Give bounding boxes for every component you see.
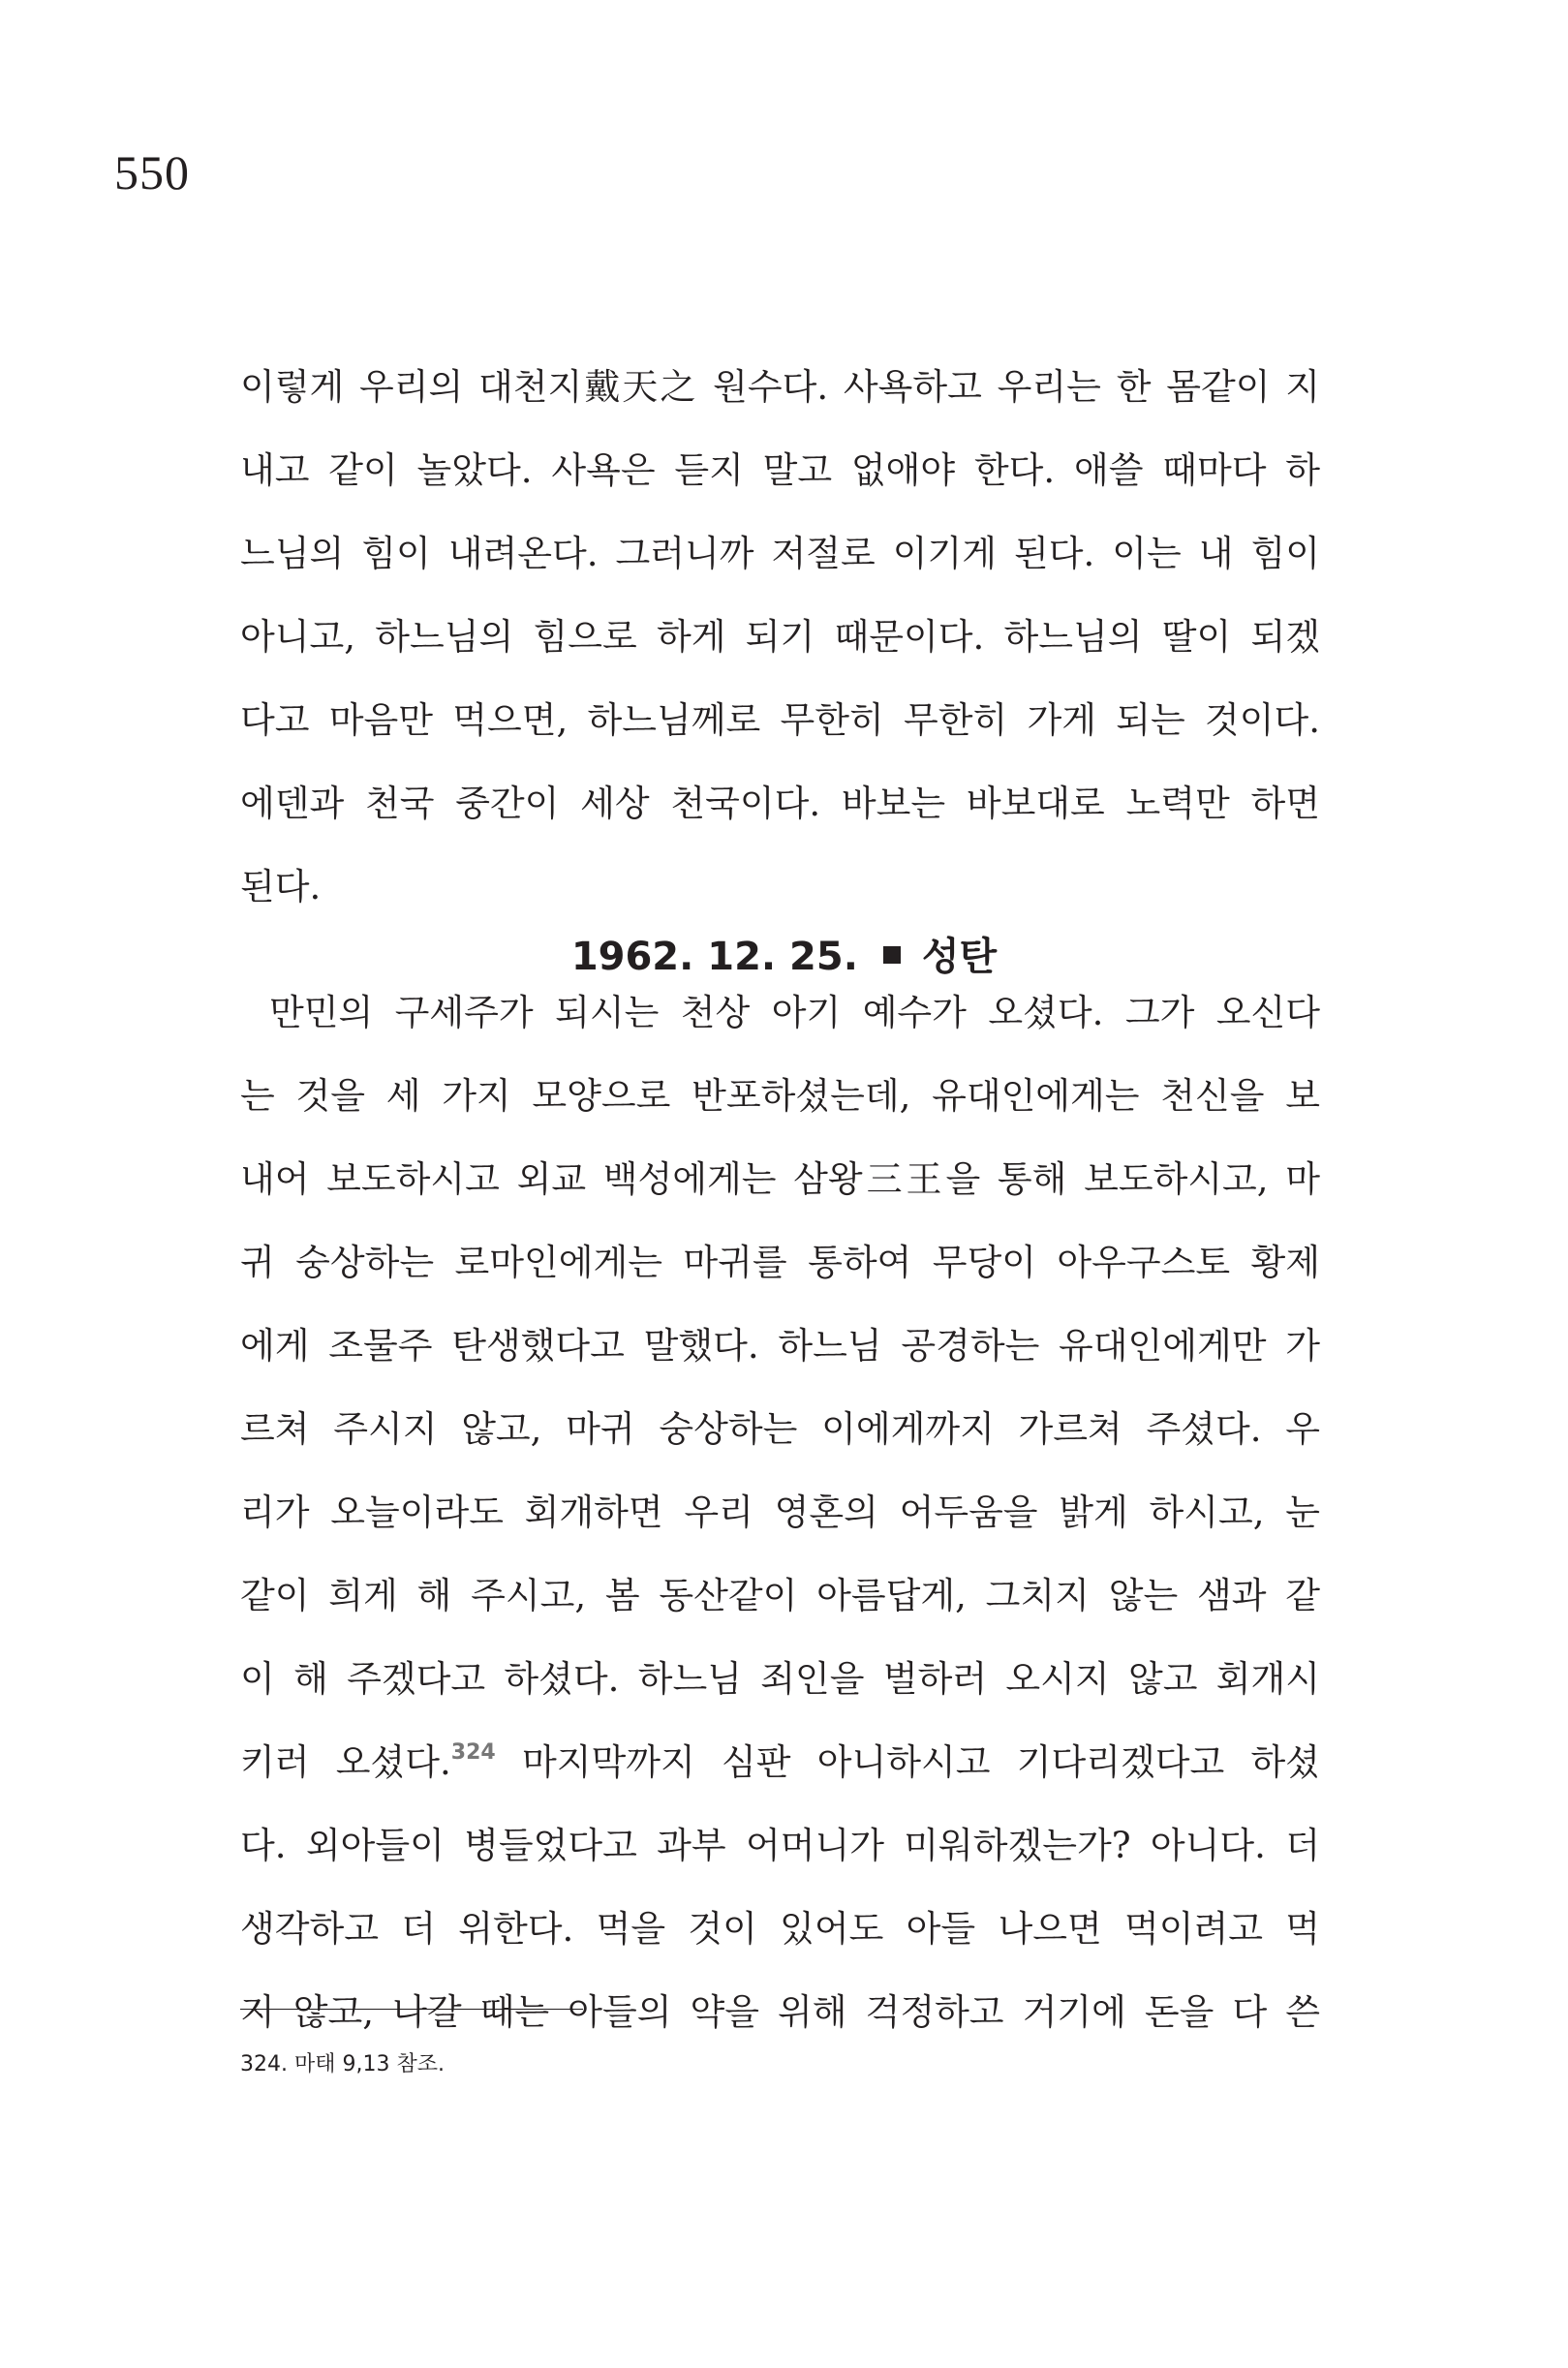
- text-line: 귀 숭상하는 로마인에게는 마귀를 통하여 무당이 아우구스토 황제: [240, 1242, 1320, 1283]
- text-line: 내어 보도하시고 외교 백성에게는 삼왕三王을 통해 보도하시고, 마: [240, 1158, 1320, 1200]
- text-line: 이 해 주겠다고 하셨다. 하느님 죄인을 벌하러 오시지 않고 회개시: [240, 1658, 1320, 1700]
- text-line: 에덴과 천국 중간이 세상 천국이다. 바보는 바보대로 노력만 하면: [240, 783, 1320, 824]
- page-number: 550: [114, 145, 190, 200]
- text-line: 아니고, 하느님의 힘으로 하게 되기 때문이다. 하느님의 딸이 되겠: [240, 616, 1320, 658]
- text-line: 다고 마음만 먹으면, 하느님께로 무한히 무한히 가게 되는 것이다.: [240, 699, 1320, 741]
- text-line: 만민의 구세주가 되시는 천상 아기 예수가 오셨다. 그가 오신다: [269, 992, 1320, 1033]
- square-bullet-icon: [883, 946, 901, 964]
- text-line: 에게 조물주 탄생했다고 말했다. 하느님 공경하는 유대인에게만 가: [240, 1325, 1320, 1367]
- text-segment: 마지막까지 심판 아니하시고 기다리겠다고 하셨: [495, 1741, 1320, 1783]
- entry-paragraph: [240, 971, 1320, 2054]
- text-line: 지 않고, 나갈 때는 아들의 약을 위해 걱정하고 거기에 돈을 다 쓴: [240, 1991, 1320, 2033]
- text-line: 된다.: [240, 866, 322, 907]
- text-line: 는 것을 세 가지 모양으로 반포하셨는데, 유대인에게는 천신을 보: [240, 1075, 1320, 1117]
- footnote: 324. 마태 9,13 참조.: [240, 2052, 445, 2076]
- text-line: 느님의 힘이 내려온다. 그러니까 저절로 이기게 된다. 이는 내 힘이: [240, 533, 1320, 574]
- text-line: 리가 오늘이라도 회개하면 우리 영혼의 어두움을 밝게 하시고, 눈: [240, 1492, 1320, 1533]
- text-line: 내고 같이 놀았다. 사욕은 듣지 말고 없애야 한다. 애쓸 때마다 하: [240, 449, 1320, 491]
- text-line: 같이 희게 해 주시고, 봄 동산같이 아름답게, 그치지 않는 샘과 같: [240, 1575, 1320, 1616]
- entry-title: 성탄: [921, 935, 998, 979]
- footnote-divider: [240, 2009, 583, 2010]
- footnote-reference: 324: [450, 1740, 496, 1765]
- text-line-with-footnote: [240, 1721, 1320, 1804]
- paragraph-continued: [240, 346, 1320, 929]
- text-line: 르쳐 주시지 않고, 마귀 숭상하는 이에게까지 가르쳐 주셨다. 우: [240, 1408, 1320, 1450]
- text-line: 이렇게 우리의 대천지戴天之 원수다. 사욕하고 우리는 한 몸같이 지: [240, 366, 1320, 408]
- entry-date: 1962. 12. 25.: [570, 935, 858, 979]
- text-line: 생각하고 더 위한다. 먹을 것이 있어도 아들 나으면 먹이려고 먹: [240, 1908, 1320, 1950]
- text-line: 다. 외아들이 병들었다고 과부 어머니가 미워하겠는가? 아니다. 더: [240, 1825, 1320, 1866]
- text-segment: 키러 오셨다.: [240, 1741, 451, 1783]
